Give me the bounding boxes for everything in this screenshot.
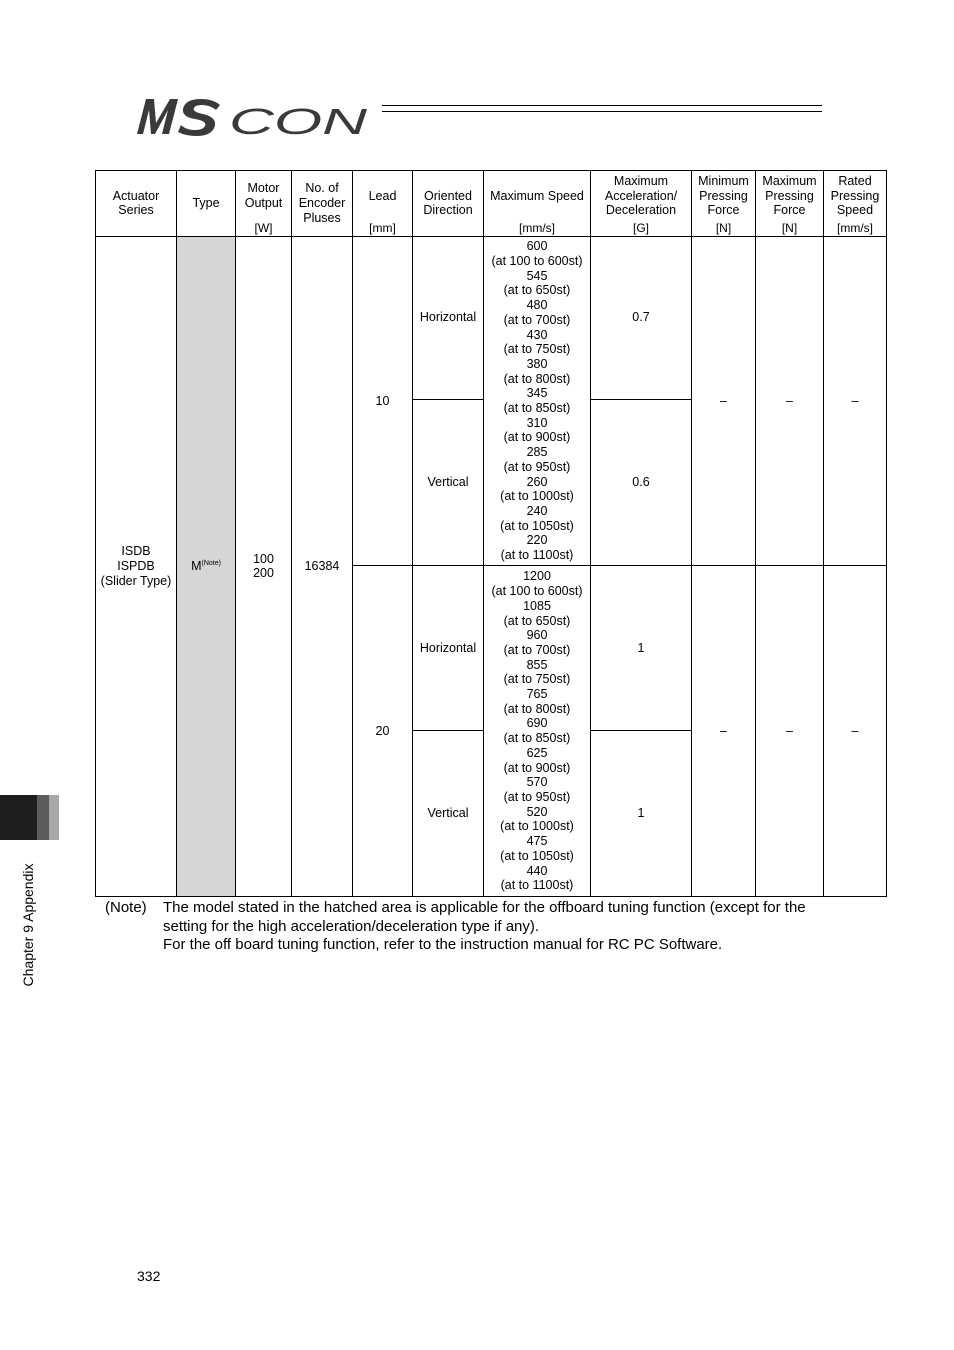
unit-min-pressing-force: [N] [692, 221, 756, 236]
unit-rated-pressing-speed: [mm/s] [824, 221, 887, 236]
speed-value: 1085 [523, 598, 551, 613]
acceleration-cell: 0.7 [591, 236, 692, 399]
header-rated-pressing-speed: Rated Pressing Speed [824, 171, 887, 222]
note-body [163, 899, 883, 955]
lead-cell: 20 [353, 566, 413, 897]
speed-value: 570 [526, 775, 548, 790]
speed-value: 220 [526, 533, 548, 548]
max-speed-cell [484, 566, 591, 897]
lead-cell: 10 [353, 236, 413, 566]
header-encoder-pulses: No. of Encoder Pluses [292, 171, 353, 237]
spec-table [95, 170, 887, 897]
speed-stroke-range: (at to 850st) [503, 401, 571, 416]
speed-value: 855 [526, 657, 548, 672]
type-value: M [191, 559, 202, 573]
chapter-tab-marker [49, 795, 59, 840]
speed-stroke-range: (at to 1000st) [500, 489, 574, 504]
motor-output-value: 100 [253, 551, 274, 566]
speed-stroke-range: (at to 900st) [503, 760, 571, 775]
encoder-pulses-cell: 16384 [292, 236, 353, 896]
type-cell [177, 236, 236, 896]
direction-cell: Vertical [413, 399, 484, 566]
speed-value: 625 [526, 745, 548, 760]
header-rule [382, 111, 822, 112]
motor-output-cell [236, 236, 292, 896]
min-pressing-force-cell: – [692, 236, 756, 566]
speed-value: 520 [526, 804, 548, 819]
speed-stroke-range: (at to 950st) [503, 789, 571, 804]
speed-value: 285 [526, 445, 548, 460]
note-line: For the off board tuning function, refer to the instruction manual for RC PC Software. [163, 936, 723, 953]
speed-value: 765 [526, 687, 548, 702]
chapter-label: Chapter 9 Appendix [20, 863, 36, 987]
unit-motor-output: [W] [236, 221, 292, 236]
header-actuator-series: Actuator Series [96, 171, 177, 237]
unit-max-pressing-force: [N] [756, 221, 824, 236]
speed-stroke-range: (at to 700st) [503, 312, 571, 327]
speed-value: 960 [526, 628, 548, 643]
speed-stroke-range: (at to 800st) [503, 371, 571, 386]
speed-value: 480 [526, 298, 548, 313]
header-max-acceleration: Maximum Acceleration/ Deceleration [591, 171, 692, 222]
rated-pressing-speed-cell: – [824, 236, 887, 566]
header-rule [382, 105, 822, 106]
speed-stroke-range: (at to 1100st) [500, 878, 574, 893]
speed-stroke-range: (at to 850st) [503, 731, 571, 746]
series-name: ISDB [121, 544, 151, 559]
direction-cell: Horizontal [413, 236, 484, 399]
speed-value: 430 [526, 327, 548, 342]
type-note-mark: (Note) [201, 560, 221, 567]
speed-stroke-range: (at to 1100st) [500, 548, 574, 563]
note-line: The model stated in the hatched area is applicable for the offboard tuning function (except for the [163, 899, 806, 916]
speed-stroke-range: (at to 650st) [503, 283, 571, 298]
actuator-series-cell [96, 236, 177, 896]
unit-maximum-speed: [mm/s] [484, 221, 591, 236]
speed-value: 310 [526, 415, 548, 430]
rated-pressing-speed-cell: – [824, 566, 887, 897]
speed-value: 545 [526, 268, 548, 283]
speed-value: 1200 [523, 569, 551, 584]
acceleration-cell: 1 [591, 566, 692, 731]
chapter-tab-marker [0, 795, 37, 840]
series-name: (Slider Type) [100, 573, 172, 588]
speed-stroke-range: (at to 700st) [503, 642, 571, 657]
unit-lead: [mm] [353, 221, 413, 236]
speed-value: 440 [526, 863, 548, 878]
speed-stroke-range: (at to 750st) [503, 672, 571, 687]
max-speed-cell [484, 236, 591, 566]
header-maximum-speed: Maximum Speed [484, 171, 591, 222]
header-max-pressing-force: Maximum Pressing Force [756, 171, 824, 222]
speed-value: 475 [526, 834, 548, 849]
speed-stroke-range: (at 100 to 600st) [491, 584, 583, 599]
min-pressing-force-cell: – [692, 566, 756, 897]
speed-stroke-range: (at to 650st) [503, 613, 571, 628]
svg-text:CON: CON [229, 101, 369, 137]
header-lead: Lead [353, 171, 413, 222]
speed-value: 380 [526, 356, 548, 371]
unit-max-acceleration: [G] [591, 221, 692, 236]
note-label: (Note) [105, 899, 147, 916]
header-type: Type [177, 171, 236, 237]
motor-output-value: 200 [253, 566, 274, 581]
speed-stroke-range: (at to 1000st) [500, 819, 574, 834]
speed-stroke-range: (at to 950st) [503, 459, 571, 474]
speed-stroke-range: (at 100 to 600st) [491, 253, 583, 268]
speed-value: 690 [526, 716, 548, 731]
speed-value: 600 [526, 239, 548, 254]
header-motor-output: Motor Output [236, 171, 292, 222]
max-pressing-force-cell: – [756, 236, 824, 566]
acceleration-cell: 0.6 [591, 399, 692, 566]
direction-cell: Horizontal [413, 566, 484, 731]
page-number: 332 [137, 1268, 161, 1284]
speed-stroke-range: (at to 800st) [503, 701, 571, 716]
speed-value: 345 [526, 386, 548, 401]
header-oriented-direction: Oriented Direction [413, 171, 484, 237]
header-min-pressing-force: Minimum Pressing Force [692, 171, 756, 222]
speed-stroke-range: (at to 1050st) [500, 848, 574, 863]
speed-stroke-range: (at to 900st) [503, 430, 571, 445]
mscon-logo [137, 97, 369, 137]
max-pressing-force-cell: – [756, 566, 824, 897]
speed-value: 260 [526, 474, 548, 489]
note-line: setting for the high acceleration/deceleration type if any). [163, 917, 540, 935]
acceleration-cell: 1 [591, 731, 692, 897]
speed-value: 240 [526, 503, 548, 518]
series-name: ISPDB [117, 559, 155, 573]
speed-stroke-range: (at to 750st) [503, 342, 571, 357]
direction-cell: Vertical [413, 731, 484, 897]
speed-stroke-range: (at to 1050st) [500, 518, 574, 533]
chapter-tab-marker [37, 795, 49, 840]
